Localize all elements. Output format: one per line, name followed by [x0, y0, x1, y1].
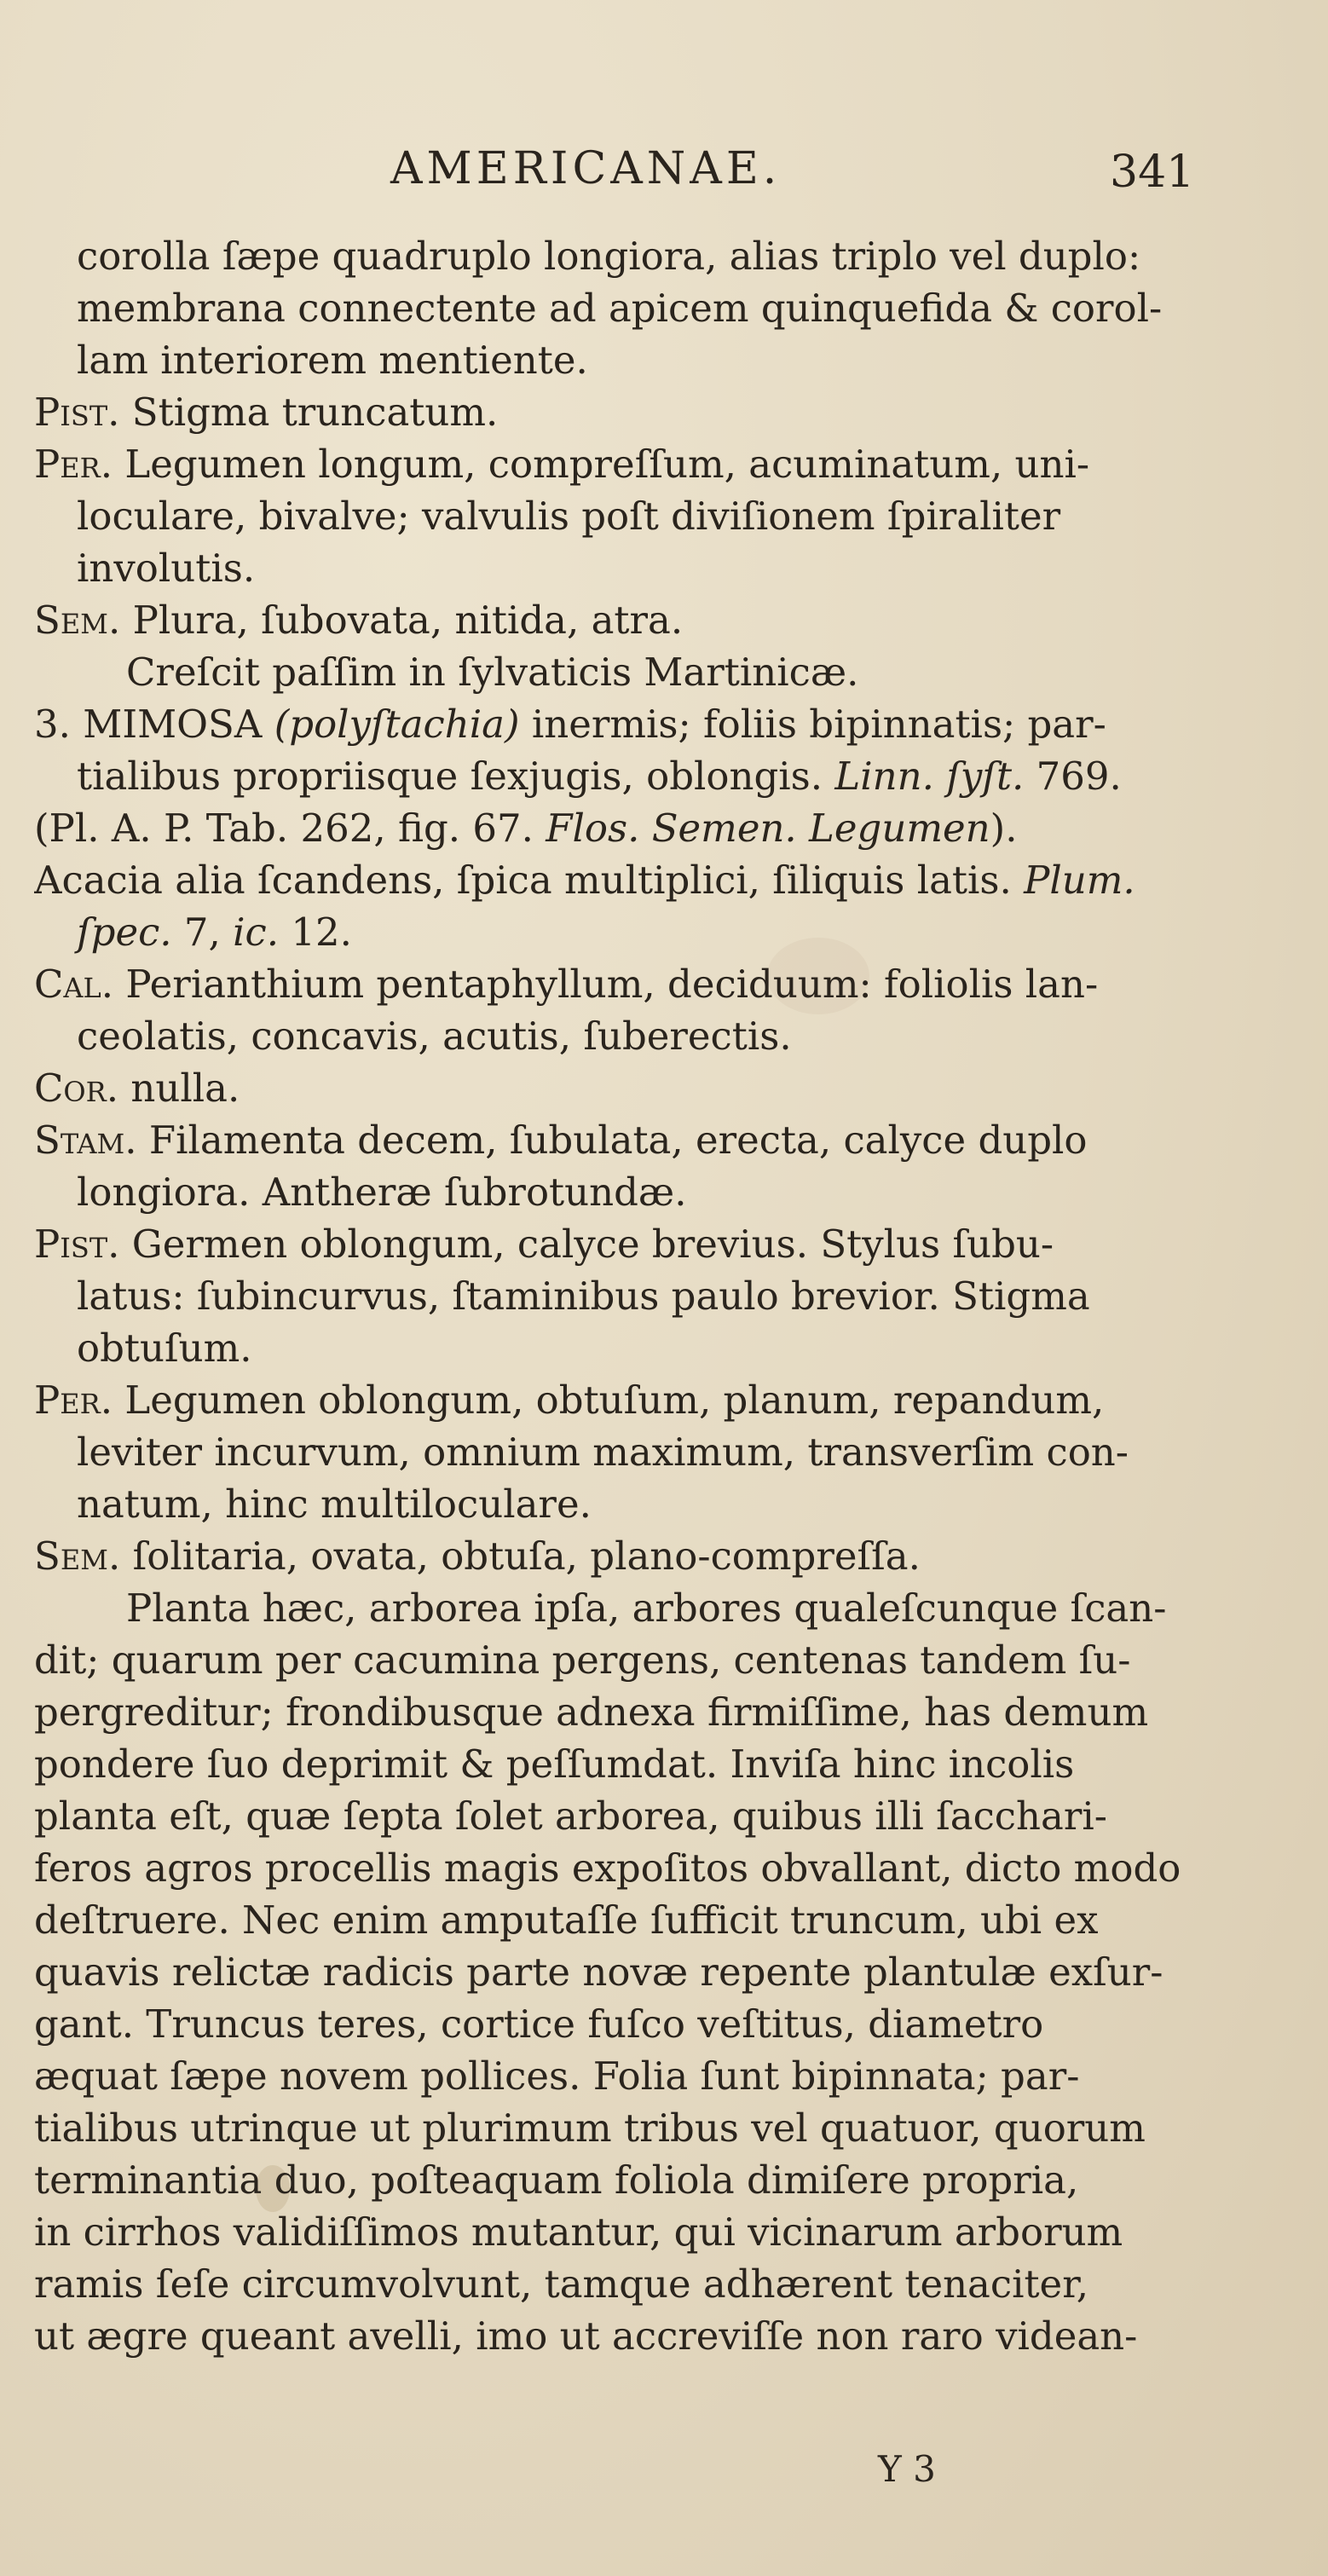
- text-segment: pondere ſuo deprimit & peſſumdat. Inviſa hinc incolis: [34, 1741, 1075, 1787]
- page-header: [0, 143, 1328, 211]
- text-segment: quavis relictæ radicis parte novæ repente plantulæ exſur-: [34, 1949, 1163, 1995]
- text-line: [34, 282, 1227, 334]
- text-line: [34, 906, 1227, 958]
- text-segment: Legumen longum, compreſſum, acuminatum, uni-: [113, 442, 1090, 487]
- text-segment: ).: [990, 806, 1018, 851]
- text-line: [34, 1998, 1227, 2050]
- section-label: Cor.: [34, 1066, 119, 1111]
- text-segment: feros agros procellis magis expoſitos obvallant, dicto modo: [34, 1845, 1181, 1891]
- text-segment: Filamenta decem, ſubulata, erecta, calyce duplo: [136, 1118, 1088, 1163]
- section-label: Per.: [34, 1378, 113, 1423]
- text-segment: planta eſt, quæ ſepta ſolet arborea, quibus illi ſacchari-: [34, 1793, 1107, 1839]
- text-segment: Plura, ſubovata, nitida, atra.: [120, 598, 684, 643]
- text-line: [34, 1686, 1227, 1738]
- page-body: [34, 230, 1227, 2362]
- italic-text: ic.: [233, 910, 280, 955]
- text-segment: 3. MIMOSA: [34, 702, 274, 747]
- text-segment: Stigma truncatum.: [119, 390, 499, 435]
- text-segment: æquat ſæpe novem pollices. Folia ſunt bipinnata; par-: [34, 2053, 1080, 2099]
- section-label: Stam.: [34, 1118, 137, 1163]
- text-line: [34, 334, 1227, 386]
- text-line: [34, 750, 1227, 802]
- text-line: [34, 1946, 1227, 1998]
- text-line: [34, 1166, 1227, 1218]
- text-segment: Planta hæc, arborea ipſa, arbores qualeſcunque ſcan-: [126, 1585, 1167, 1631]
- italic-text: ſpec.: [77, 910, 172, 955]
- text-segment: Creſcit paſſim in ſylvaticis Martinicæ.: [126, 650, 859, 695]
- text-segment: dit; quarum per cacumina pergens, centenas tandem ſu-: [34, 1637, 1131, 1683]
- text-segment: nulla.: [118, 1066, 240, 1111]
- text-segment: deſtruere. Nec enim amputaſſe ſufficit truncum, ubi ex: [34, 1897, 1099, 1943]
- text-line: [34, 1530, 1227, 1582]
- text-line: [34, 1894, 1227, 1946]
- text-segment: Perianthium pentaphyllum, deciduum: foliolis lan-: [113, 962, 1099, 1007]
- text-line: [34, 594, 1227, 646]
- text-segment: in cirrhos validiſſimos mutantur, qui vicinarum arborum: [34, 2209, 1123, 2255]
- text-segment: membrana connectente ad apicem quinquefida & corol-: [77, 286, 1163, 331]
- page-number: 341: [1110, 147, 1195, 198]
- text-segment: corolla ſæpe quadruplo longiora, alias triplo vel duplo:: [77, 234, 1141, 279]
- text-line: [34, 1842, 1227, 1894]
- text-segment: loculare, bivalve; valvulis poſt diviſionem ſpiraliter: [77, 494, 1061, 539]
- text-segment: gant. Truncus teres, cortice fuſco veſtitus, diametro: [34, 2001, 1044, 2047]
- text-line: [34, 2310, 1227, 2362]
- italic-text: Plum.: [1024, 858, 1135, 903]
- text-line: [34, 1114, 1227, 1166]
- text-line: [34, 2050, 1227, 2102]
- section-label: Cal.: [34, 962, 114, 1007]
- text-segment: (Pl. A. P. Tab. 262, fig. 67.: [34, 806, 546, 851]
- text-line: [34, 1634, 1227, 1686]
- text-line: [34, 1374, 1227, 1426]
- text-segment: longiora. Antheræ ſubrotundæ.: [77, 1170, 687, 1215]
- text-segment: tialibus propriisque ſexjugis, oblongis.: [77, 754, 835, 799]
- text-segment: ſolitaria, ovata, obtuſa, plano-compreſſa.: [120, 1533, 921, 1579]
- signature-mark: Y 3: [878, 2448, 936, 2490]
- italic-text: (polyſtachia): [274, 702, 520, 747]
- section-label: Sem.: [34, 598, 121, 643]
- text-segment: natum, hinc multiloculare.: [77, 1481, 592, 1527]
- text-segment: tialibus utrinque ut plurimum tribus vel quatuor, quorum: [34, 2105, 1146, 2151]
- text-segment: ut ægre queant avelli, imo ut accreviſſe non raro videan-: [34, 2313, 1138, 2359]
- text-segment: ceolatis, concavis, acutis, ſuberectis.: [77, 1014, 792, 1059]
- text-segment: terminantia duo, poſteaquam foliola dimiſere propria,: [34, 2157, 1079, 2203]
- text-line: [34, 490, 1227, 542]
- text-line: [34, 2102, 1227, 2154]
- section-label: Pist.: [34, 390, 120, 435]
- italic-text: Flos. Semen. Legumen: [546, 806, 990, 851]
- text-line: [34, 958, 1227, 1010]
- text-line: [34, 386, 1227, 438]
- text-line: [34, 2258, 1227, 2310]
- text-segment: pergreditur; frondibusque adnexa firmiſſime, has demum: [34, 1689, 1149, 1735]
- text-segment: Acacia alia ſcandens, ſpica multiplici, ſiliquis latis.: [34, 858, 1025, 903]
- section-label: Pist.: [34, 1222, 120, 1267]
- text-segment: ramis ſeſe circumvolvunt, tamque adhærent tenaciter,: [34, 2261, 1089, 2307]
- section-label: Sem.: [34, 1533, 121, 1579]
- text-line: [34, 698, 1227, 750]
- text-line: [34, 646, 1227, 698]
- text-line: [34, 1426, 1227, 1478]
- text-line: [34, 1062, 1227, 1114]
- text-segment: involutis.: [77, 546, 256, 591]
- text-line: [34, 542, 1227, 594]
- text-line: [34, 1270, 1227, 1322]
- text-line: [34, 1322, 1227, 1374]
- text-line: [34, 854, 1227, 906]
- text-line: [34, 1010, 1227, 1062]
- text-line: [34, 1582, 1227, 1634]
- text-line: [34, 438, 1227, 490]
- text-segment: leviter incurvum, omnium maximum, transverſim con-: [77, 1430, 1129, 1475]
- text-segment: 769.: [1024, 754, 1122, 799]
- text-line: [34, 1790, 1227, 1842]
- text-line: [34, 2206, 1227, 2258]
- text-line: [34, 1218, 1227, 1270]
- text-segment: 7,: [171, 910, 234, 955]
- text-segment: obtuſum.: [77, 1326, 252, 1371]
- section-label: Per.: [34, 442, 113, 487]
- text-segment: lam interiorem mentiente.: [77, 338, 588, 383]
- text-segment: Legumen oblongum, obtuſum, planum, repandum,: [113, 1378, 1105, 1423]
- text-line: [34, 1478, 1227, 1530]
- text-segment: latus: ſubincurvus, ſtaminibus paulo brevior. Stigma: [77, 1274, 1090, 1319]
- italic-text: Linn. ſyſt.: [834, 754, 1025, 799]
- text-line: [34, 230, 1227, 282]
- text-line: [34, 1738, 1227, 1790]
- text-line: [34, 2154, 1227, 2206]
- text-line: [34, 802, 1227, 854]
- text-segment: Germen oblongum, calyce brevius. Stylus ſubu-: [119, 1222, 1054, 1267]
- text-segment: inermis; foliis bipinnatis; par-: [519, 702, 1106, 747]
- text-segment: 12.: [279, 910, 352, 955]
- running-head: AMERICANAE.: [390, 143, 782, 194]
